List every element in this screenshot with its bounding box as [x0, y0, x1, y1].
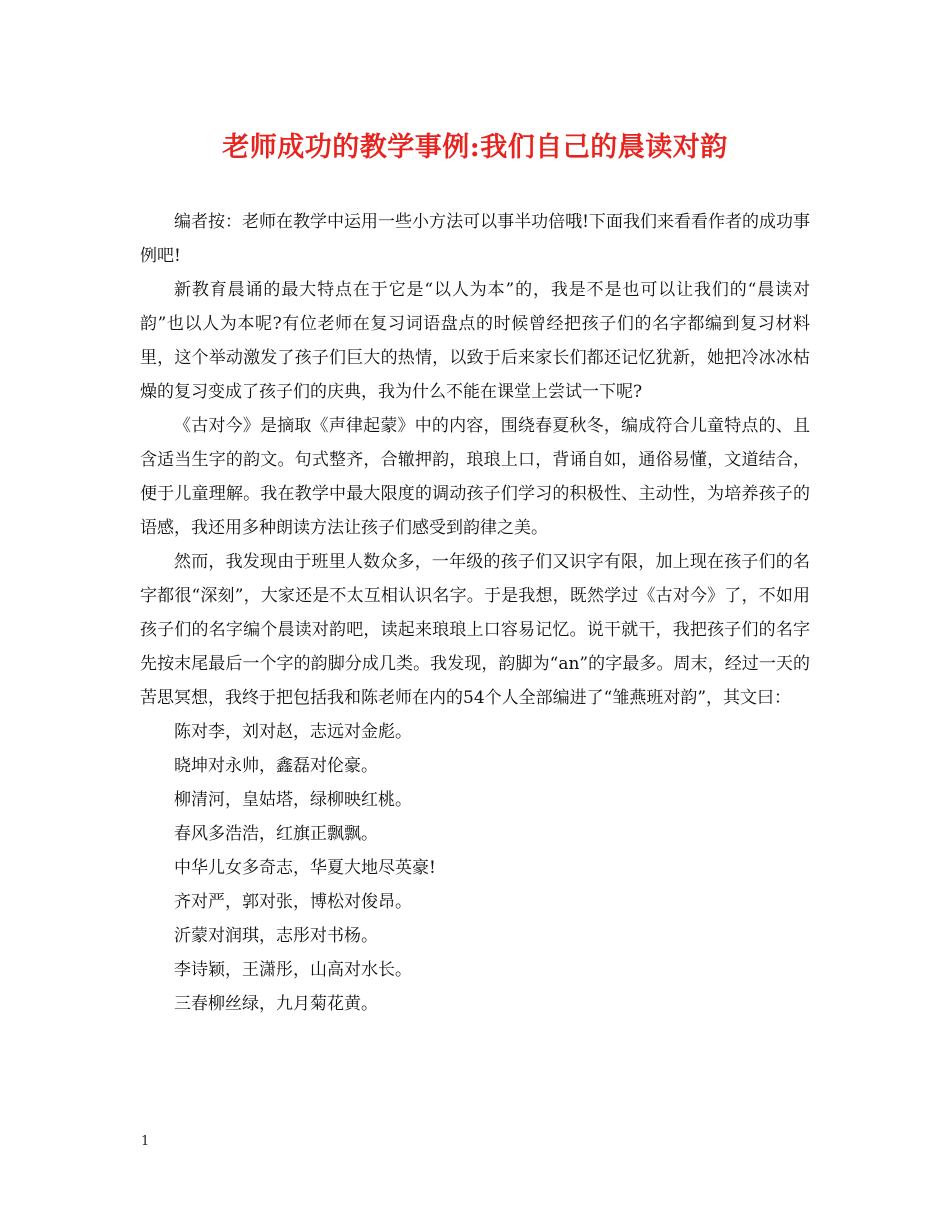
verse-line: 齐对严，郭对张，博松对俊昂。 [174, 892, 412, 912]
verse-line: 柳清河，皇姑塔，绿柳映红桃。 [174, 790, 412, 810]
verse-line: 春风多浩浩，红旗正飘飘。 [174, 824, 378, 844]
verse-line: 三春柳丝绿，九月菊花黄。 [174, 994, 378, 1014]
page-number: 1 [141, 1134, 150, 1149]
verse-line: 晓坤对永帅，鑫磊对伦豪。 [174, 756, 378, 776]
verse-line: 李诗颖，王潇彤，山高对水长。 [174, 960, 412, 980]
editor-note-paragraph: 编者按：老师在教学中运用一些小方法可以事半功倍哦!下面我们来看看作者的成功事例吧! [140, 212, 810, 266]
document-title: 老师成功的教学事例:我们自己的晨读对韵 [222, 132, 728, 163]
body-paragraph: 然而，我发现由于班里人数众多，一年级的孩子们又识字有限，加上现在孩子们的名字都很“深刻”，大家还是不太互相认识名字。于是我想，既然学过《古对今》了，不如用孩子们的名字编个晨读对韵吧，读起来琅琅上口容易记忆。说干就干，我把孩子们的名字先按末尾最后一个字的韵脚分成几类。我发现，韵脚为“an”的字最多。周末，经过一天的苦思冥想，我终于把包括我和陈老师在内的54个人全部编进了“雏燕班对韵”，其文曰： [140, 552, 810, 708]
verse-line: 中华儿女多奇志，华夏大地尽英豪! [174, 858, 436, 878]
verse-line: 陈对李，刘对赵，志远对金彪。 [174, 722, 412, 742]
body-paragraph: 新教育晨诵的最大特点在于它是“以人为本”的，我是不是也可以让我们的“晨读对韵”也以人为本呢?有位老师在复习词语盘点的时候曾经把孩子们的名字都编到复习材料里，这个举动激发了孩子们巨大的热情，以致于后来家长们都还记忆犹新，她把冷冰冰枯燥的复习变成了孩子们的庆典，我为什么不能在课堂上尝试一下呢? [140, 280, 810, 402]
document-body [140, 205, 810, 1021]
body-paragraph: 《古对今》是摘取《声律起蒙》中的内容，围绕春夏秋冬，编成符合儿童特点的、且含适当生字的韵文。句式整齐，合辙押韵，琅琅上口，背诵自如，通俗易懂，文道结合，便于儿童理解。我在教学中最大限度的调动孩子们学习的积极性、主动性，为培养孩子的语感，我还用多种朗读方法让孩子们感受到韵律之美。 [140, 416, 810, 538]
verse-line: 沂蒙对润琪，志彤对书杨。 [174, 926, 378, 946]
